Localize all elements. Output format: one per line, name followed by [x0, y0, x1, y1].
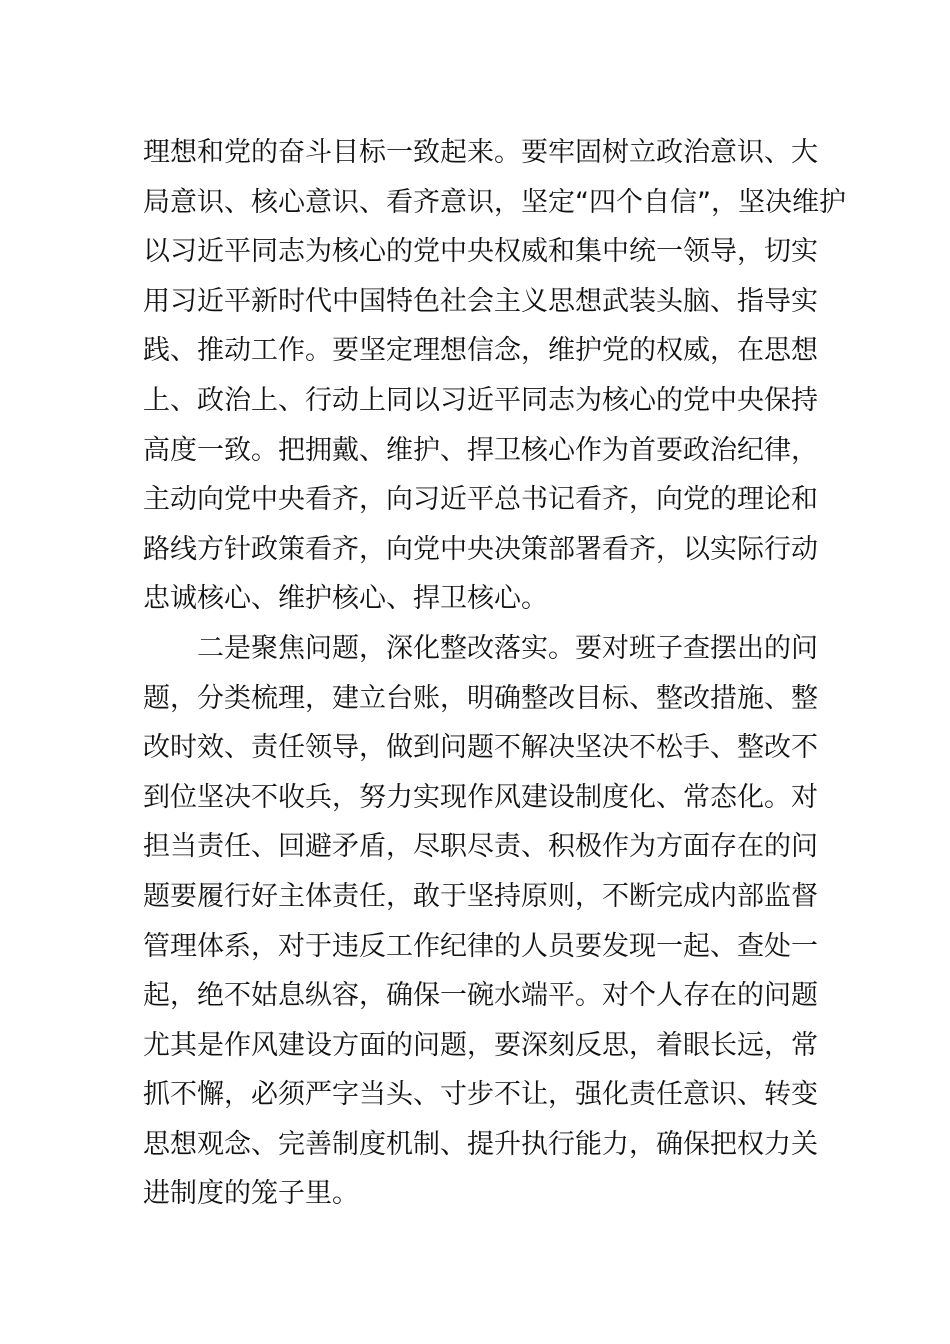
- text-line: 题，分类梳理，建立台账，明确整改目标、整改措施、整: [143, 682, 818, 714]
- text-line: 进制度的笼子里。: [143, 1178, 359, 1210]
- text-line: 忠诚核心、维护核心、捍卫核心。: [143, 583, 548, 615]
- text-line: 路线方针政策看齐，向党中央决策部署看齐，以实际行动: [143, 533, 818, 565]
- text-line: 以习近平同志为核心的党中央权威和集中统一领导，切实: [143, 236, 818, 268]
- text-line: 担当责任、回避矛盾，尽职尽责、积极作为方面存在的问: [143, 831, 818, 863]
- paragraph-2: [143, 624, 818, 1219]
- paragraph-1: [143, 128, 846, 624]
- text-line: 管理体系，对于违反工作纪律的人员要发现一起、查处一: [143, 930, 818, 962]
- text-line: 抓不懈，必须严字当头、寸步不让，强化责任意识、转变: [143, 1079, 818, 1111]
- text-line: 到位坚决不收兵，努力实现作风建设制度化、常态化。对: [143, 781, 818, 813]
- text-line: 局意识、核心意识、看齐意识，坚定“四个自信”，坚决维护: [143, 186, 846, 218]
- text-line: 主动向党中央看齐，向习近平总书记看齐，向党的理论和: [143, 484, 818, 516]
- text-line: 高度一致。把拥戴、维护、捍卫核心作为首要政治纪律，: [143, 434, 818, 466]
- text-line: 理想和党的奋斗目标一致起来。要牢固树立政治意识、大: [143, 137, 818, 168]
- body-text: [143, 128, 846, 1219]
- text-line: 起，绝不姑息纵容，确保一碗水端平。对个人存在的问题: [143, 980, 818, 1012]
- text-line: 思想观念、完善制度机制、提升执行能力，确保把权力关: [143, 1128, 818, 1160]
- text-line: 用习近平新时代中国特色社会主义思想武装头脑、指导实: [143, 285, 818, 317]
- text-line: 践、推动工作。要坚定理想信念，维护党的权威，在思想: [143, 335, 818, 367]
- text-line: 二是聚焦问题，深化整改落实。要对班子查摆出的问: [197, 632, 818, 664]
- text-line: 改时效、责任领导，做到问题不解决坚决不松手、整改不: [143, 732, 818, 764]
- text-line: 上、政治上、行动上同以习近平同志为核心的党中央保持: [143, 384, 818, 416]
- text-line: 尤其是作风建设方面的问题，要深刻反思，着眼长远，常: [143, 1029, 818, 1061]
- text-line: 题要履行好主体责任，敢于坚持原则，不断完成内部监督: [143, 880, 818, 912]
